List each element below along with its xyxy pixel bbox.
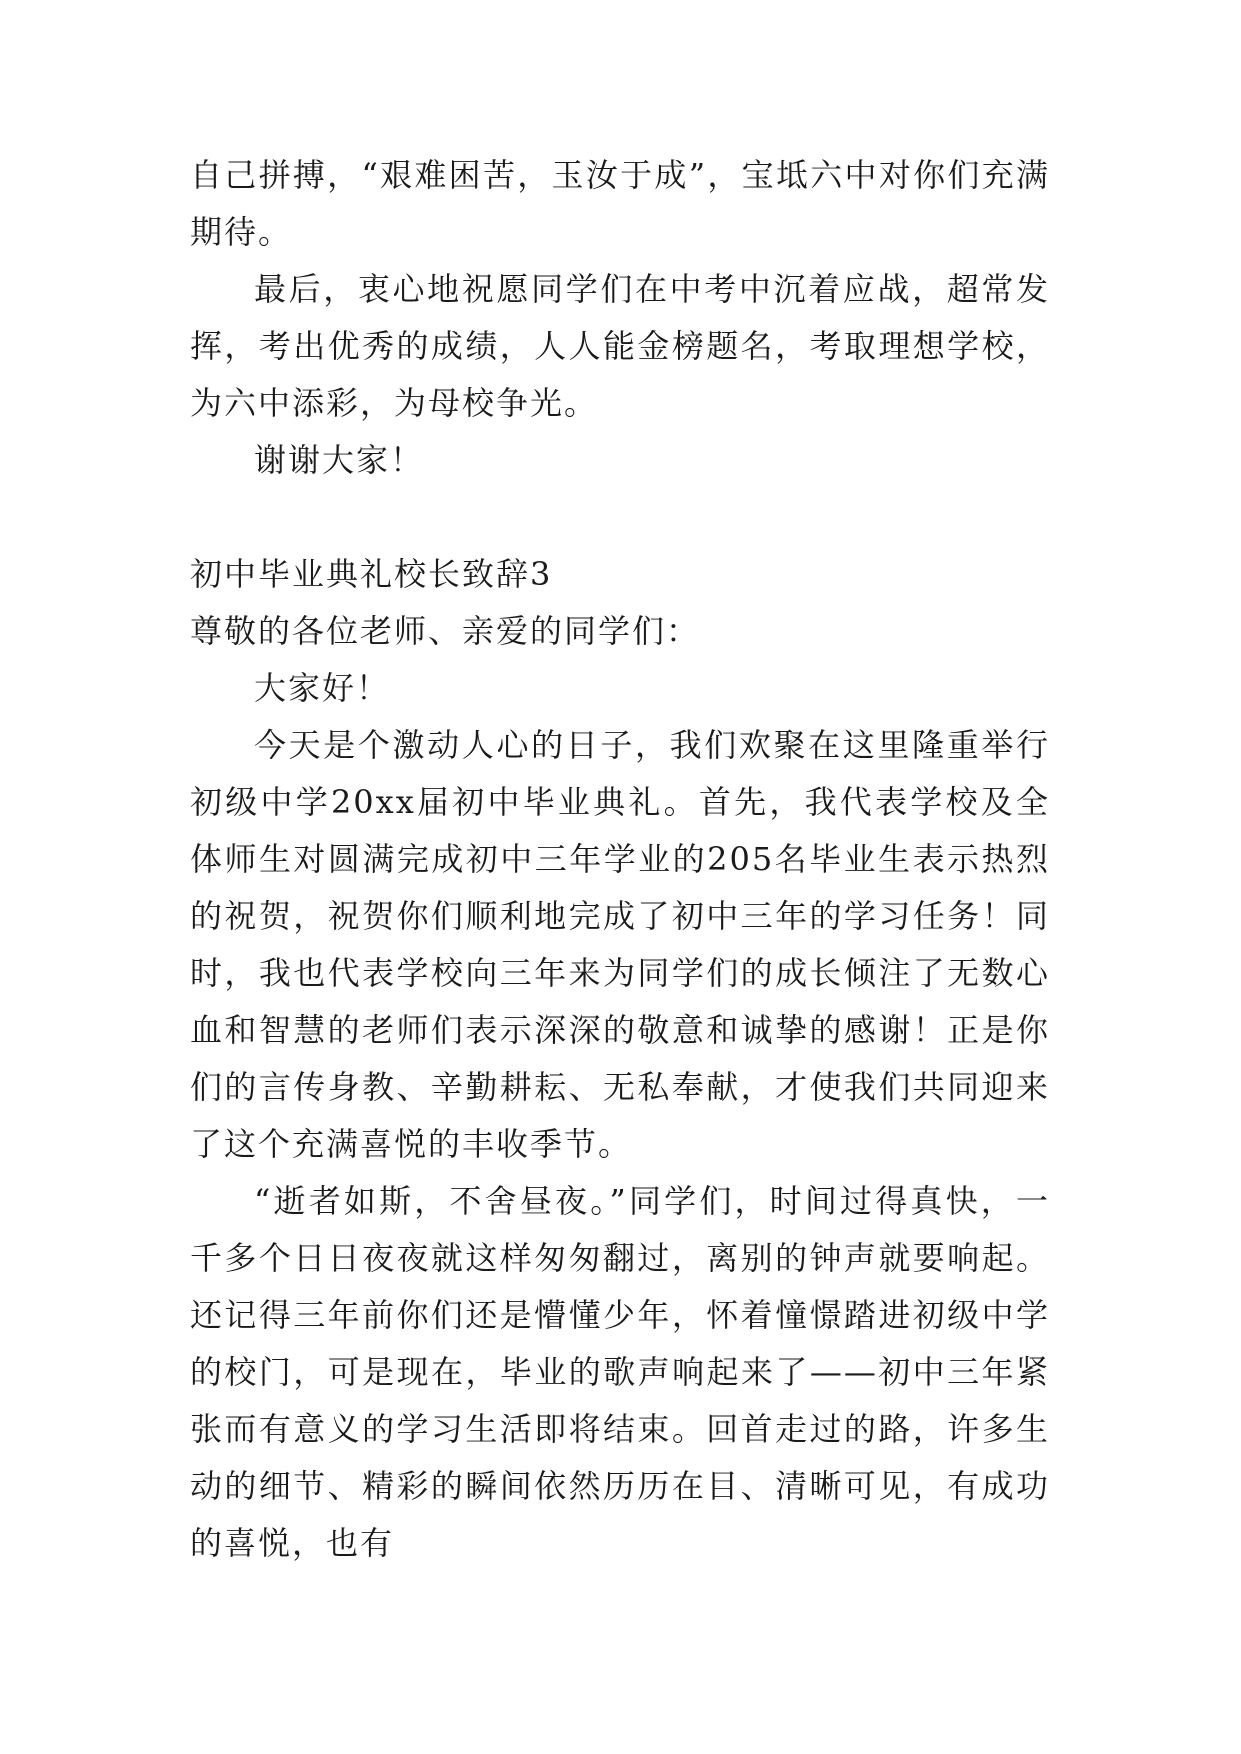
greeting: 大家好！ — [254, 669, 391, 707]
document-body — [190, 147, 1050, 1572]
body-paragraph-1: 今天是个激动人心的日子，我们欢聚在这里隆重举行初级中学20xx届初中毕业典礼。首先，我代表学校及全体师生对圆满完成初中三年学业的205名毕业生表示热烈的祝贺，祝贺你们顺利地完成了初中三年的学习任务！同时，我也代表学校向三年来为同学们的成长倾注了无数心血和智慧的老师们表示深深的敬意和诚挚的感谢！正是你们的言传身教、辛勤耕耘、无私奉献，才使我们共同迎来了这个充满喜悦的丰收季节。 — [190, 726, 1050, 1163]
paragraph-closing-line: 自己拼搏，“艰难困苦，玉汝于成”，宝坻六中对你们充满期待。 — [190, 156, 1050, 251]
spacer — [190, 489, 1050, 546]
section-title: 初中毕业典礼校长致辞3 — [190, 555, 553, 593]
paragraph-thanks: 谢谢大家！ — [254, 441, 425, 479]
body-paragraph-2: “逝者如斯，不舍昼夜。”同学们，时间过得真快，一千多个日日夜夜就这样匆匆翻过，离别的钟声就要响起。还记得三年前你们还是懵懂少年，怀着憧憬踏进初级中学的校门，可是现在，毕业的歌声响起来了——初中三年紧张而有意义的学习生活即将结束。回首走过的路，许多生动的细节、精彩的瞬间依然历历在目、清晰可见，有成功的喜悦，也有 — [190, 1182, 1050, 1562]
paragraph-best-wishes: 最后，衷心地祝愿同学们在中考中沉着应战，超常发挥，考出优秀的成绩，人人能金榜题名，考取理想学校，为六中添彩，为母校争光。 — [190, 270, 1050, 422]
salutation: 尊敬的各位老师、亲爱的同学们： — [190, 612, 701, 650]
